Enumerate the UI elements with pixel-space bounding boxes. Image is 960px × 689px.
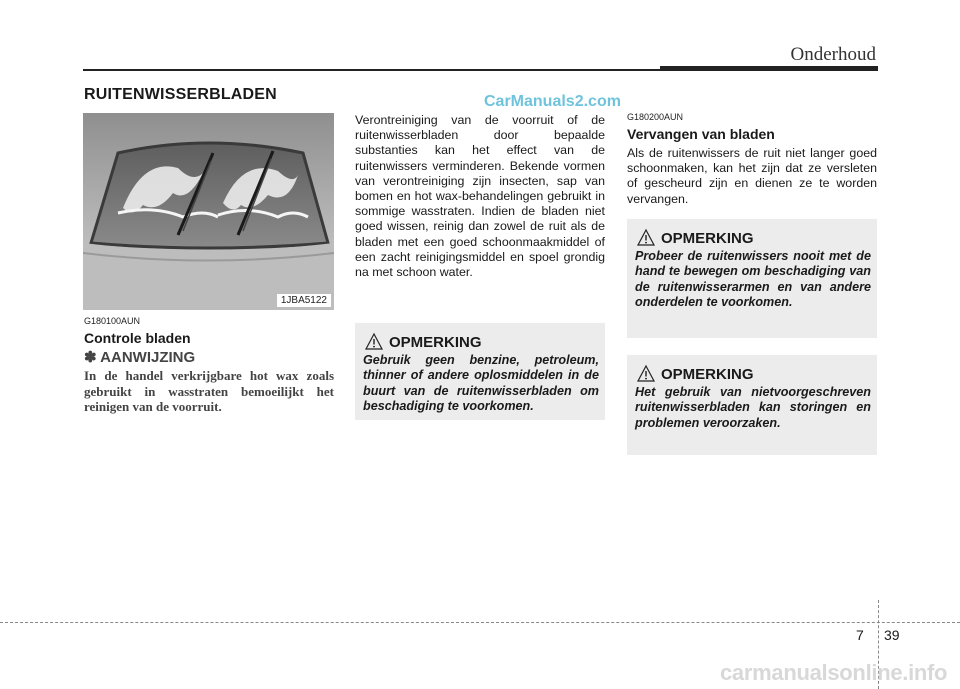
windshield-illustration bbox=[83, 113, 334, 310]
middle-body-text: Verontreiniging van de voorruit of de ruitenwisserbladen door bepaalde substanties kan het effect van de ruitenwissers verminderen. Bekende vormen van verontreiniging zijn insecten, sap van bomen en hot wax-behandelingen gebruikt in sommige wasstraten. Indien de bladen niet goed wissen, reinig dan zowel de ruit als de bladen met een goed schoonmaakmiddel of een zacht reinigingsmiddel en spoel grondig na met schoon water. bbox=[355, 113, 605, 280]
warning-triangle-icon bbox=[637, 365, 655, 382]
footer-rule bbox=[0, 622, 960, 623]
left-heading: Controle bladen bbox=[84, 330, 191, 346]
caution-text: Probeer de ruitenwissers nooit met de hand te bewegen om beschadiging van de ruitenwisserarmen en van andere onderdelen te voorkomen. bbox=[635, 249, 871, 310]
windshield-photo bbox=[83, 113, 334, 310]
caution-box-manual-movement bbox=[627, 219, 877, 338]
caution-title: OPMERKING bbox=[661, 366, 754, 383]
footer-watermark: carmanualsonline.info bbox=[720, 660, 948, 685]
warning-triangle-icon bbox=[637, 229, 655, 246]
watermark: CarManuals2.com bbox=[484, 93, 621, 110]
aanwijzing-title: ✽ AANWIJZING bbox=[84, 349, 196, 366]
chapter-number: 7 bbox=[856, 627, 864, 643]
figure-label: 1JBA5122 bbox=[277, 294, 331, 307]
page-number: 39 bbox=[884, 627, 900, 643]
caution-title: OPMERKING bbox=[389, 334, 482, 351]
section-title: RUITENWISSERBLADEN bbox=[84, 86, 277, 103]
caution-text: Het gebruik van nietvoorgeschreven ruitenwisserbladen kan storingen en problemen veroorzaken. bbox=[635, 385, 871, 430]
aanwijzing-text: In de handel verkrijgbare hot wax zoals gebruikt in wasstraten bemoeilijkt het reinigen van de voorruit. bbox=[84, 368, 334, 414]
caution-text: Gebruik geen benzine, petroleum, thinner of andere oplosmiddelen in de buurt van de ruitenwisserbladen om beschadiging te voorkomen. bbox=[363, 353, 599, 414]
caution-box-solvents bbox=[355, 323, 605, 420]
caution-box-blades bbox=[627, 355, 877, 455]
header-title: Onderhoud bbox=[790, 44, 876, 65]
header-bar bbox=[660, 66, 878, 71]
caution-title: OPMERKING bbox=[661, 230, 754, 247]
right-body-text: Als de ruitenwissers de ruit niet langer goed schoonmaken, kan het zijn dat ze versleten of gescheurd zijn en dienen ze te worden vervangen. bbox=[627, 146, 877, 206]
right-section-code: G180200AUN bbox=[627, 112, 684, 122]
left-section-code: G180100AUN bbox=[84, 316, 141, 326]
right-heading: Vervangen van bladen bbox=[627, 126, 775, 142]
warning-triangle-icon bbox=[365, 333, 383, 350]
header-rule bbox=[83, 69, 661, 71]
